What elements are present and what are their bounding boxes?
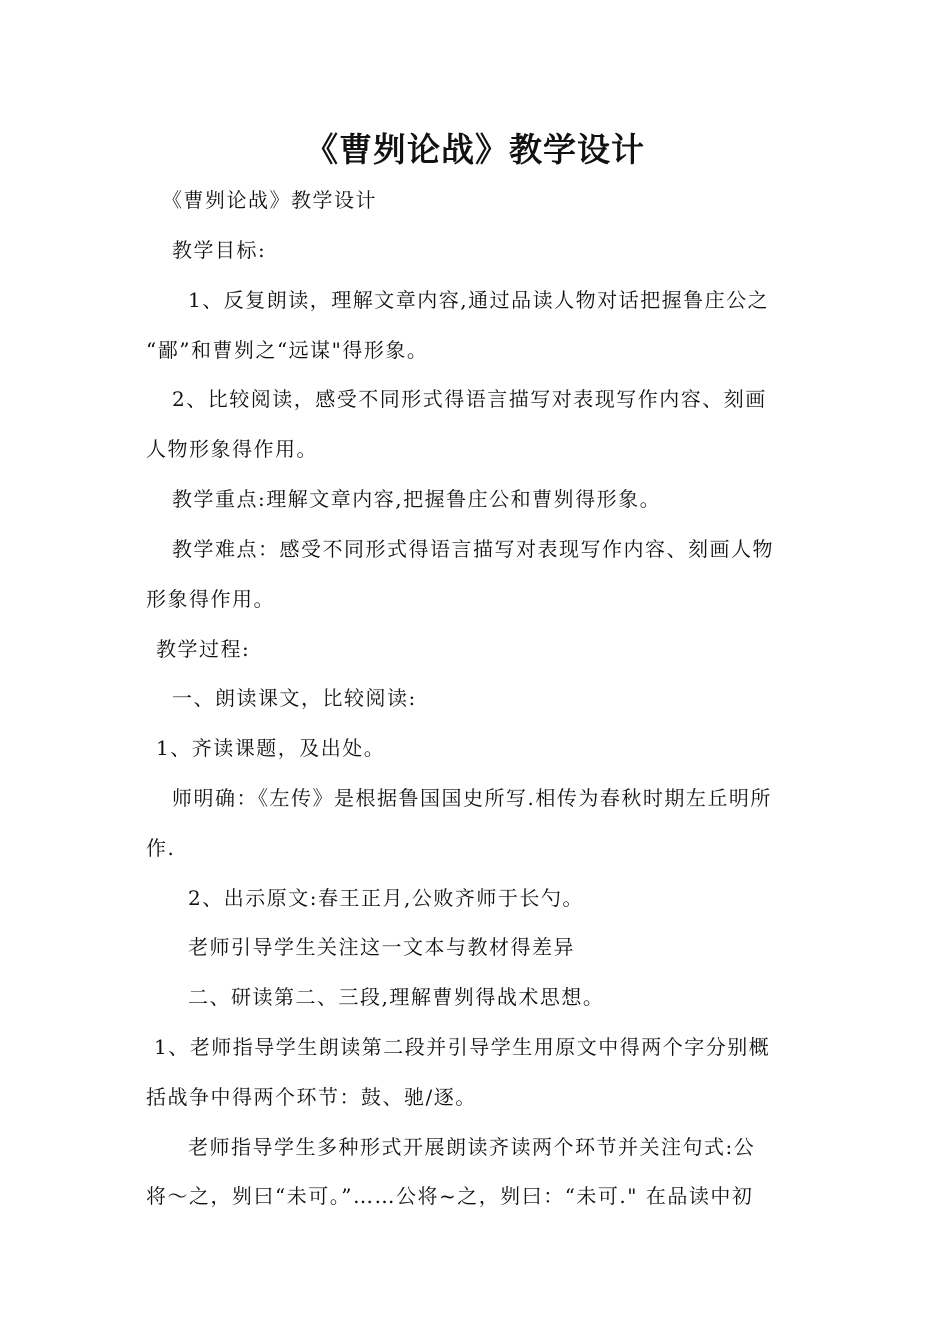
text-line: 括战争中得两个环节：鼓、驰/逐。 — [146, 1085, 477, 1109]
text-line: 老师指导学生多种形式开展朗读齐读两个环节并关注句式:公 — [188, 1135, 756, 1159]
text-line: “鄙”和曹刿之“远谋"得形象。 — [146, 338, 429, 362]
text-line: 1、齐读课题，及出处。 — [156, 736, 386, 760]
text-line: 《曹刿论战》教学设计 — [162, 188, 377, 212]
document-title: 《曹刿论战》教学设计 — [305, 130, 645, 169]
text-line: 教学目标: — [172, 238, 267, 262]
text-line: 形象得作用。 — [146, 587, 275, 611]
text-line: 将～之，刿曰“未可。”……公将~之，刿曰：“未可." 在品读中初 — [146, 1184, 754, 1208]
text-line: 师明确：《左传》是根据鲁国国史所写.相传为春秋时期左丘明所 — [172, 786, 772, 810]
text-line: 老师引导学生关注这一文本与教材得差异 — [188, 935, 575, 959]
text-line: 人物形象得作用。 — [146, 437, 318, 461]
text-line: 教学重点:理解文章内容,把握鲁庄公和曹刿得形象。 — [172, 487, 662, 511]
text-line: 作. — [146, 836, 176, 860]
text-line: 1、老师指导学生朗读第二段并引导学生用原文中得两个字分别概 — [154, 1035, 771, 1059]
text-line: 一、朗读课文，比较阅读: — [172, 686, 417, 710]
text-line: 1、反复朗读，理解文章内容,通过品读人物对话把握鲁庄公之 — [188, 288, 770, 312]
text-line: 教学过程: — [156, 637, 251, 661]
text-line: 教学难点：感受不同形式得语言描写对表现写作内容、刻画人物 — [172, 537, 774, 561]
text-line: 2、出示原文:春王正月,公败齐师于长勺。 — [188, 886, 584, 910]
text-line: 二、研读第二、三段,理解曹刿得战术思想。 — [188, 985, 605, 1009]
text-line: 2、比较阅读，感受不同形式得语言描写对表现写作内容、刻画 — [172, 387, 767, 411]
